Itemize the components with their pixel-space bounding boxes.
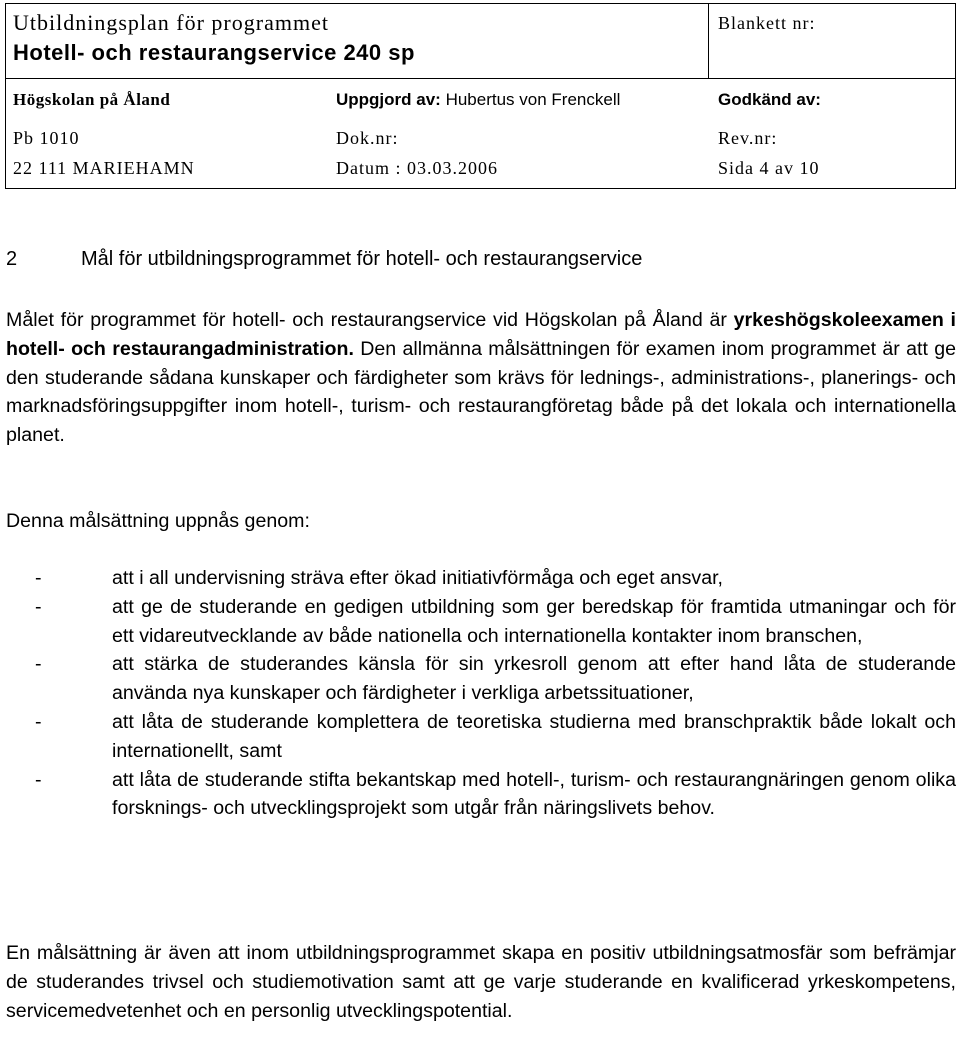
address-postal: 22 111 MARIEHAMN xyxy=(13,158,195,178)
list-bullet: - xyxy=(35,595,42,618)
list-bullet: - xyxy=(35,710,42,733)
document-title: Utbildningsplan för programmet xyxy=(13,10,329,35)
list-item xyxy=(6,564,956,593)
list-item-text: att i all undervisning sträva efter ökad initiativförmåga och eget ansvar, xyxy=(112,567,724,589)
list-item xyxy=(6,708,956,766)
revision-number-label: Rev.nr: xyxy=(718,128,778,148)
prepared-by-label: Uppgjord av: xyxy=(336,90,441,109)
list-item xyxy=(6,650,956,708)
section-heading xyxy=(6,248,642,271)
institution-name: Högskolan på Åland xyxy=(13,90,171,109)
section-number: 2 xyxy=(6,248,18,270)
list-bullet: - xyxy=(35,768,42,791)
goal-intro-text: Målet för programmet för hotell- och restaurangservice vid Högskolan på Åland är xyxy=(6,309,734,331)
header-divider-horizontal xyxy=(6,78,955,79)
list-bullet: - xyxy=(35,653,42,676)
list-item-text: att låta de studerande komplettera de teoretiska studierna med branschpraktik både lokalt och internationellt, samt xyxy=(112,710,956,762)
document-subtitle: Hotell- och restaurangservice 240 sp xyxy=(13,40,415,65)
header-divider-vertical xyxy=(708,4,709,78)
prepared-by xyxy=(336,90,620,110)
page-number: Sida 4 av 10 xyxy=(718,158,820,178)
approved-by-label: Godkänd av: xyxy=(718,90,821,109)
form-number-label: Blankett nr: xyxy=(718,13,816,33)
goal-body-text: Den allmänna målsättningen för examen inom programmet är att ge den studerande sådana kunskaper och färdigheter som krävs för lednings-, administrations-, planerings- och marknadsföringsuppgifter inom hotell-, turism- och restaurangföretag både på det lokala och internationella planet. xyxy=(6,337,957,447)
list-item xyxy=(6,766,956,824)
document-date: Datum : 03.03.2006 xyxy=(336,158,498,178)
closing-paragraph: En målsättning är även att inom utbildningsprogrammet skapa en positiv utbildningsatmosfär som befrämjar de studerandes trivsel och studiemotivation samt att ge varje studerande en kvalificerad yrkeskompetens, servicemedvetenhet och en personlig utvecklingspotential. xyxy=(6,942,956,1022)
goal-paragraph xyxy=(6,306,956,450)
list-item-text: att stärka de studerandes känsla för sin yrkesroll genom att efter hand låta de studerande använda nya kunskaper och färdigheter i verkliga arbetssituationer, xyxy=(112,653,956,705)
prepared-by-name: Hubertus von Frenckell xyxy=(445,90,621,109)
document-number-label: Dok.nr: xyxy=(336,128,399,148)
goals-list xyxy=(6,564,956,823)
means-intro: Denna målsättning uppnås genom: xyxy=(6,510,310,532)
list-item-text: att ge de studerande en gedigen utbildning som ger beredskap för framtida utmaningar och för ett vidareutvecklande av både nationella och internationella kontakter inom branschen, xyxy=(112,595,956,647)
list-item-text: att låta de studerande stifta bekantskap med hotell-, turism- och restaurangnäringen genom olika forsknings- och utvecklingsprojekt som utgår från näringslivets behov. xyxy=(112,768,956,820)
degree-name: yrkeshögskoleexamen i hotell- och restaurangadministration. xyxy=(6,309,956,360)
section-title: Mål för utbildningsprogrammet för hotell- och restaurangservice xyxy=(81,248,643,270)
list-bullet: - xyxy=(35,567,42,589)
list-item xyxy=(6,593,956,651)
address-po-box: Pb 1010 xyxy=(13,128,80,148)
document-header xyxy=(5,3,956,189)
